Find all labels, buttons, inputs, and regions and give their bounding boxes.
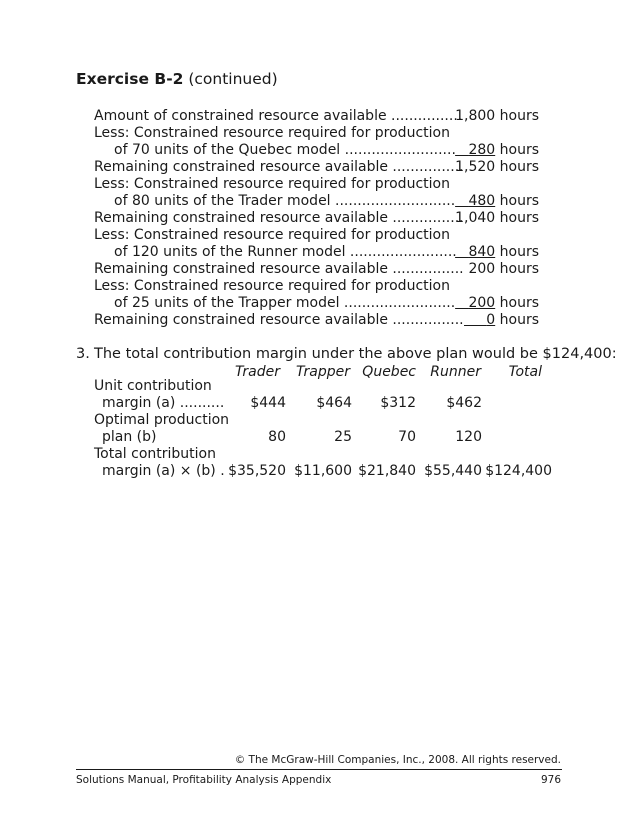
line-description: Less: Constrained resource required for production <box>94 176 450 192</box>
table-cell-total: $124,400 <box>485 463 552 479</box>
line-number: 0 <box>486 312 496 328</box>
line-unit: hours <box>495 193 539 209</box>
line-amount <box>455 108 539 125</box>
column-header-trapper: Trapper <box>296 364 350 380</box>
schedule-line <box>94 278 539 295</box>
line-description: of 25 units of the Trapper model ......................... <box>114 295 456 311</box>
line-amount <box>468 261 539 278</box>
line-number: 1,520 <box>455 159 496 175</box>
line-unit: hours <box>495 295 539 311</box>
exercise-title: Exercise B-2 <box>76 70 184 88</box>
schedule-line <box>94 312 539 329</box>
schedule-line <box>94 142 539 159</box>
line-description: Less: Constrained resource required for production <box>94 278 450 294</box>
schedule-line <box>94 159 539 176</box>
exercise-heading <box>76 70 278 88</box>
line-amount <box>455 193 539 210</box>
schedule-line <box>94 295 539 312</box>
line-description: Less: Constrained resource required for production <box>94 227 450 243</box>
line-description: Remaining constrained resource available ................ <box>94 159 464 175</box>
table-cell: $21,840 <box>358 463 416 479</box>
table-cell: 25 <box>334 429 352 445</box>
table-cell: $312 <box>380 395 416 411</box>
line-number: 1,800 <box>455 108 496 124</box>
table-cell: $464 <box>316 395 352 411</box>
column-header-trader: Trader <box>234 364 280 380</box>
line-unit: hours <box>495 159 539 175</box>
schedule-line <box>94 244 539 261</box>
table-cell: 120 <box>455 429 482 445</box>
column-header-total: Total <box>508 364 542 380</box>
line-unit: hours <box>495 108 539 124</box>
line-number: 840 <box>468 244 496 260</box>
row-label: Unit contribution <box>94 378 212 394</box>
line-number: 200 <box>468 295 496 311</box>
table-cell: $55,440 <box>424 463 482 479</box>
column-header-quebec: Quebec <box>362 364 416 380</box>
row-label: margin (a) × (b) . <box>102 463 225 479</box>
schedule-line <box>94 193 539 210</box>
table-cell: $11,600 <box>294 463 352 479</box>
schedule-line <box>94 227 539 244</box>
footer-title: Solutions Manual, Profitability Analysis Appendix <box>76 774 332 786</box>
line-number: 1,040 <box>455 210 496 226</box>
row-label: margin (a) .......... <box>102 395 225 411</box>
schedule-line <box>94 261 539 278</box>
line-description: Remaining constrained resource available ................ <box>94 210 464 226</box>
item-text: The total contribution margin under the above plan would be $124,400: <box>94 346 617 362</box>
line-amount <box>464 312 539 329</box>
schedule-line <box>94 210 539 227</box>
footer-divider <box>76 769 562 770</box>
line-amount <box>455 210 539 227</box>
line-description: Less: Constrained resource required for production <box>94 125 450 141</box>
copyright-notice: © The McGraw-Hill Companies, Inc., 2008. All rights reserved. <box>234 754 561 766</box>
table-cell: $35,520 <box>228 463 286 479</box>
line-amount <box>455 159 539 176</box>
line-number: 200 <box>468 261 496 277</box>
table-cell: 70 <box>398 429 416 445</box>
row-label: Optimal production <box>94 412 230 428</box>
page-number: 976 <box>540 774 561 786</box>
line-number: 280 <box>468 142 496 158</box>
row-label: plan (b) <box>102 429 157 445</box>
line-amount <box>455 295 539 312</box>
line-unit: hours <box>495 142 539 158</box>
line-unit: hours <box>495 312 539 328</box>
column-header-runner: Runner <box>430 364 481 380</box>
table-cell: 80 <box>268 429 286 445</box>
line-number: 480 <box>468 193 496 209</box>
line-amount <box>455 142 539 159</box>
schedule-line <box>94 108 539 125</box>
line-description: of 120 units of the Runner model ........................ <box>114 244 457 260</box>
line-description: of 70 units of the Quebec model ......................... <box>114 142 456 158</box>
line-unit: hours <box>495 244 539 260</box>
line-description: Remaining constrained resource available ................ <box>94 312 464 328</box>
schedule-line <box>94 125 539 142</box>
line-unit: hours <box>495 261 539 277</box>
table-cell: $444 <box>250 395 286 411</box>
line-amount <box>455 244 539 261</box>
schedule-line <box>94 176 539 193</box>
item-number: 3. <box>76 346 90 362</box>
line-description: Amount of constrained resource available ................ <box>94 108 463 124</box>
exercise-continued: (continued) <box>183 70 278 88</box>
table-cell: $462 <box>446 395 482 411</box>
row-label: Total contribution <box>94 446 216 462</box>
line-description: Remaining constrained resource available ................ <box>94 261 464 277</box>
line-unit: hours <box>495 210 539 226</box>
line-description: of 80 units of the Trader model ........................... <box>114 193 456 209</box>
